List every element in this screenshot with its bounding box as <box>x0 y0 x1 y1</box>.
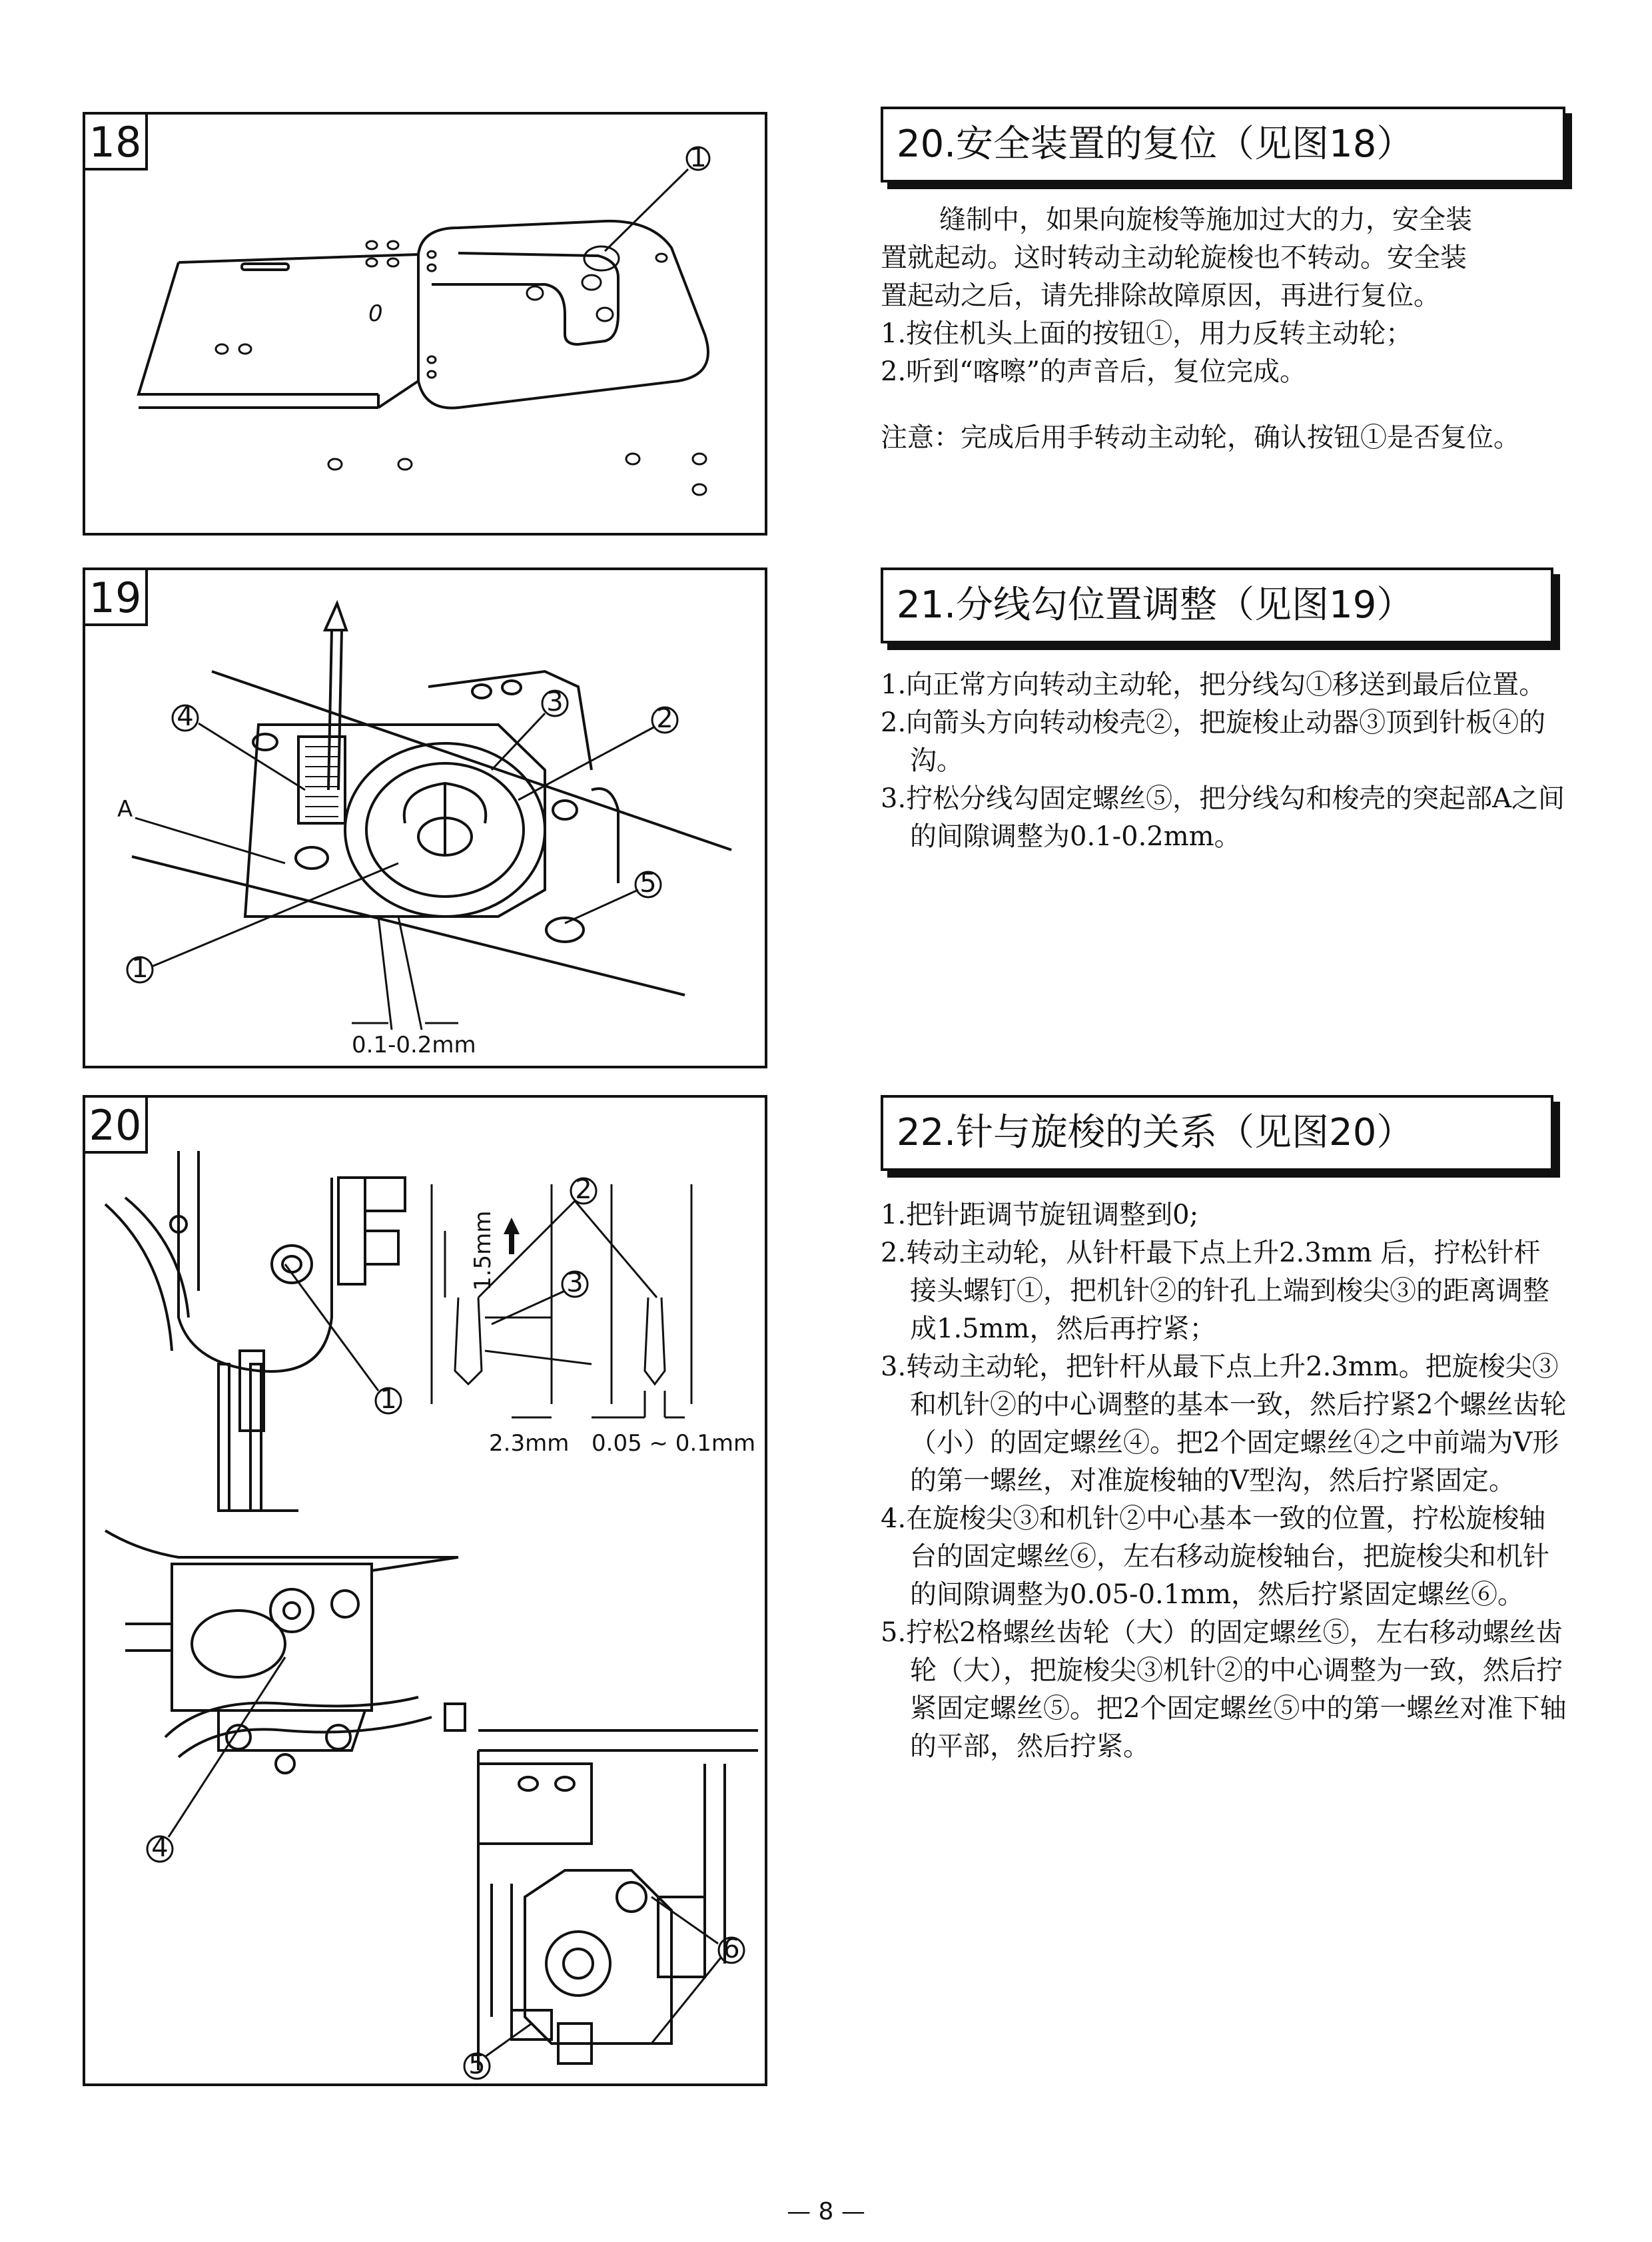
section-20-note: 注意：完成后用手转动主动轮，确认按钮①是否复位。 <box>881 422 1520 453</box>
figure-18 <box>83 112 767 536</box>
figure-number: 18 <box>85 115 148 171</box>
section-22-item: 1.把针距调节旋钮调整到0; <box>881 1200 1199 1230</box>
section-20-line: 缝制中，如果向旋梭等施加过大的力，安全装 <box>939 204 1472 235</box>
section-22-title: 22.针与旋梭的关系（见图20） <box>881 1095 1553 1171</box>
figure-19 <box>83 567 767 1068</box>
callout-5: 5 <box>468 2050 486 2080</box>
callout-3: 3 <box>566 1268 584 1298</box>
section-22-item: 4.在旋梭尖③和机针②中心基本一致的位置，拧松旋梭轴台的固定螺丝⑥，左右移动旋梭轴台，把旋梭尖和机针的间隙调整为0.05-0.1mm，然后拧紧固定螺丝⑥。 <box>881 1503 1549 1610</box>
section-20-line: 置起动之后，请先排除故障原因，再进行复位。 <box>881 280 1440 311</box>
callout-6: 6 <box>723 1934 740 1964</box>
callout-2: 2 <box>575 1174 592 1205</box>
section-22-item: 2.转动主动轮，从针杆最下点上升2.3mm 后，拧松针杆接头螺钉①，把机针②的针孔上端到梭尖③的距离调整成1.5mm，然后再拧紧； <box>881 1238 1549 1344</box>
vertical-dimension-label: 1.5mm <box>470 1210 496 1291</box>
section-20-line: 置就起动。这时转动主动轮旋梭也不转动。安全装 <box>881 242 1467 273</box>
callout-4: 4 <box>151 1832 169 1863</box>
section-22-item: 5.拧松2格螺丝齿轮（大）的固定螺丝⑤，左右移动螺丝齿轮（大），把旋梭尖③机针②的中心调整为一致，然后拧紧固定螺丝⑤。把2个固定螺丝⑤中的第一螺丝对准下轴的平部，然后拧紧。 <box>881 1617 1567 1762</box>
section-20-step: 2.听到“喀嚓”的声音后，复位完成。 <box>881 356 1307 387</box>
figure-20 <box>83 1095 767 2086</box>
section-20-title: 20.安全装置的复位（见图18） <box>881 107 1565 183</box>
section-22-body <box>881 1196 1567 1766</box>
callout-1: 1 <box>131 953 149 984</box>
page-number: — 8 — <box>787 2198 865 2225</box>
section-21-item: 2.向箭头方向转动梭壳②，把旋梭止动器③顶到针板④的沟。 <box>881 707 1546 776</box>
figure-number: 19 <box>85 570 148 626</box>
section-21-item: 1.向正常方向转动主动轮，把分线勾①移送到最后位置。 <box>881 669 1546 700</box>
gap-dimension-label: 0.1-0.2mm <box>352 1032 476 1058</box>
gap-dimension-label: 0.05 ~ 0.1mm <box>592 1430 756 1457</box>
needle-rise-dimension-label: 2.3mm <box>489 1430 570 1457</box>
needle-hook-illustration <box>85 1098 765 2083</box>
callout-1: 1 <box>380 1384 397 1415</box>
callout-2: 2 <box>656 703 673 734</box>
callout-a: A <box>117 796 133 823</box>
callout-1: 1 <box>689 143 707 173</box>
section-20-step: 1.按住机头上面的按钮①，用力反转主动轮； <box>881 318 1413 349</box>
callout-3: 3 <box>546 687 564 717</box>
figure-number: 20 <box>85 1098 148 1154</box>
hook-illustration <box>85 570 765 1066</box>
section-21-item: 3.拧松分线勾固定螺丝⑤，把分线勾和梭壳的突起部A之间的间隙调整为0.1-0.2mm。 <box>881 783 1565 852</box>
section-21-body <box>881 666 1567 856</box>
svg-text:0: 0 <box>368 300 383 327</box>
callout-4: 4 <box>177 701 194 732</box>
section-21-title: 21.分线勾位置调整（见图19） <box>881 567 1553 643</box>
callout-5: 5 <box>639 868 657 899</box>
bed-plate-illustration <box>85 115 765 533</box>
section-22-item: 3.转动主动轮，把针杆从最下点上升2.3mm。把旋梭尖③和机针②的中心调整的基本一致，然后拧紧2个螺丝齿轮（小）的固定螺丝④。把2个固定螺丝④之中前端为V形的第一螺丝，对准旋梭轴的V型沟，然后拧紧固定。 <box>881 1351 1567 1496</box>
section-20-body <box>881 201 1600 457</box>
